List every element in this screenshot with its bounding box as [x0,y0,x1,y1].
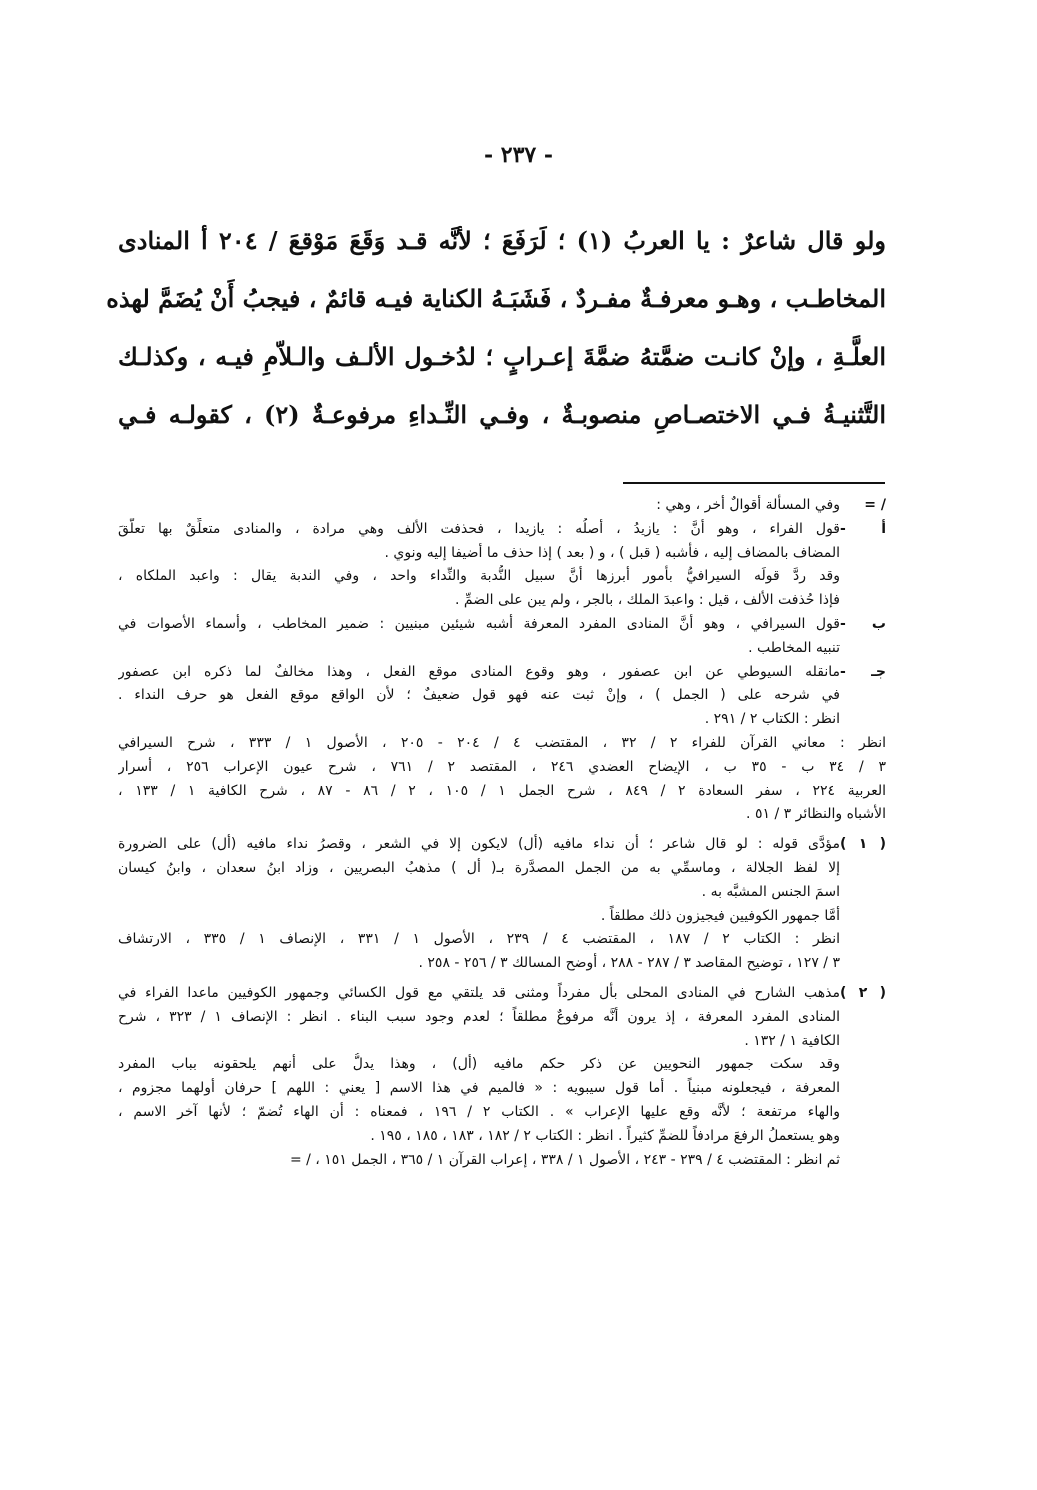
footnote-line: المضاف بالمضاف إليه ، فأشبه ( قبل ) ، و ( بعد ) إذا حذف ما أضيفا إليه ونوي . [384,544,840,561]
footnote-line: انظر : معاني القرآن للفراء ٢ / ٣٢ ، المقتضب ٤ / ٢٠٤ - ٢٠٥ ، الأصول ١ / ٣٣٣ ، شرح السيرافي [118,734,886,751]
footnote-line: ثم انظر : المقتضب ٤ / ٢٣٩ - ٢٤٣ ، الأصول ١ / ٣٣٨ ، إعراب القرآن ١ / ٣٦٥ ، الجمل ١٥١ ، / = [289,1151,840,1168]
footnote-line [118,518,886,542]
footnote-line [118,982,886,1006]
footnote-line: وهو يستعملُ الرفعَ مرادفاً للضمِّ كثيراً . انظر : الكتاب ٢ / ١٨٢ ، ١٨٣ ، ١٨٥ ، ١٩٥ . [370,1127,840,1144]
footnote-continuation-intro [118,494,886,518]
footnote-text: مانقله السيوطي عن ابن عصفور ، وهو وقوع المنادى موقع الفعل ، وهذا مخالفٌ لما ذكره ابن عصفور [118,663,840,680]
footnote-line [118,661,886,685]
footnote-line: الكافية ١ / ١٣٢ . [744,1032,840,1049]
main-line: ولو قال شاعرٌ : يا العربُ (١) ؛ لَرَفَعَ ؛ لأنَّه قـد وَقَعَ مَوْقعَ / ٢٠٤ أ المنادى [118,226,886,255]
footnote-line: ٣ / ١٢٧ ، توضيح المقاصد ٣ / ٢٨٧ - ٢٨٨ ، أوضح المسالك ٣ / ٢٥٦ - ٢٥٨ . [418,955,840,972]
footnote-line: انظر : الكتاب ٢ / ١٨٧ ، المقتضب ٤ / ٢٣٩ ، الأصول ١ / ٣٣١ ، الإنصاف ١ / ٣٣٥ ، الارتشاف [118,931,840,948]
footnote-marker: ب - [840,615,886,632]
footnote-line [118,613,886,637]
footnote-references [118,732,886,827]
footnote-line: فإذا حُذفت الألف ، قيل : واعبدَ الملك ، بالجر ، ولم يبن على الضمِّ . [455,592,840,609]
footnote-line: المنادى المفرد المعرفة ، إذ يرون أنَّه مرفوعٌ مطلقاً ؛ لعدم وجود سبب البناء . انظر : الإنصاف ١ / ٣٢٣ ، شرح [118,1008,840,1025]
footnote-line: وقد سكت جمهور النحويين عن ذكر حكم مافيه (أل) ، وهذا يدلُّ على أنهم يلحقونه بباب المفرد [118,1056,840,1073]
footnote-item-a [118,518,886,613]
footnote-text: قول الفراء ، وهو أنَّ : يازيدُ ، أصلُه : يازيدا ، فحذفت الألف وهي مرادة ، والمنادى متعلِّقٌ بها تعلُّقَ [118,520,840,537]
footnote-marker: أ - [840,520,886,537]
footnote-line: اسمَ الجنس المشبَّه به . [701,883,840,900]
footnote-text: مذهب الشارح في المنادى المحلى بأل مفرداً ومثنى قد يلتقي مع قول الكسائي وجمهور الكوفيين ماعدا الفراء في [118,984,840,1001]
footnote-line: المعرفة ، فيجعلونه مبنياً . أما قول سيبويه : « فالميم في هذا الاسم [ يعني : اللهم ] حرفان أولهما مجزوم ، [118,1080,840,1097]
footnote-marker: ( ٢ ) [840,984,886,1001]
footnote-1 [118,833,886,976]
footnote-text: قول السيرافي ، وهو أنَّ المنادى المفرد المعرفة أشبه شيئين مبنيين : ضمير المخاطب ، وأسماء الأصوات في [118,615,840,632]
footnotes [118,494,886,1172]
footnote-line: وقد ردَّ قولَه السيرافيُّ بأمور أبرزها أنَّ سبيل النُّدبة والنِّداء واحد ، وفي الندبة يقال : واعبد الملكاه ، [118,568,840,585]
footnote-line: في شرحه على ( الجمل ) ، وإنْ ثبت عنه فهو قول ضعيفٌ ؛ لأن الواقع موقع الفعل هو حرف النداء . [118,687,840,704]
main-line: المخاطـب ، وهـو معرفـةٌ مفـردٌ ، فَشَبَـهُ الكناية فيـه قائمٌ ، فيجبُ أَنْ يُضَمَّ لهذه [106,284,886,313]
page-number: - ٢٣٧ - [483,142,554,168]
footnote-item-b [118,613,886,661]
footnote-marker: جـ - [840,663,886,680]
main-text [106,212,886,444]
footnote-2 [118,982,886,1172]
footnote-marker: / = [864,497,886,513]
footnote-line: أمَّا جمهور الكوفيين فيجيزون ذلك مطلقاً . [600,907,840,924]
footnote-line: إلا لفظ الجلالة ، وماسمِّي به من الجمل المصدَّرة بـ( أل ) مذهبُ البصريين ، وزاد ابنُ سعدان ، وابنُ كيسان [118,859,840,876]
footnote-line: ٣ / ٣٤ ب - ٣٥ ب ، الإيضاح العضدي ٢٤٦ ، المقتصد ٢ / ٧٦١ ، شرح عيون الإعراب ٢٥٦ ، أسرار [118,758,886,775]
footnote-line [118,833,886,857]
main-line: التَّثنيـةُ فـي الاختصـاصِ منصوبـةٌ ، وفـي النِّـداءِ مرفوعـةٌ (٢) ، كقولـه فـي [118,400,886,429]
footnote-marker: ( ١ ) [840,836,886,853]
footnote-item-c [118,661,886,732]
footnote-divider [623,482,885,484]
footnote-line: تنبيه المخاطب . [748,639,840,656]
footnote-text: وفي المسألة أقوالٌ أخر ، وهي : [656,497,840,513]
footnote-line: العربية ٢٢٤ ، سفر السعادة ٢ / ٨٤٩ ، شرح الجمل ١ / ١٠٥ ، ٢ / ٨٦ - ٨٧ ، شرح الكافية ١ / ١٣٣ ، [118,782,886,799]
footnote-text: مؤدَّى قوله : لو قال شاعر ؛ أن نداء مافيه (أل) لايكون إلا في الشعر ، وقصرُ نداء مافيه (أل) على الضرورة [118,836,840,853]
footnote-line: الأشباه والنظائر ٣ / ٥١ . [746,806,886,823]
footnote-line: والهاء مرتفعة ؛ لأنَّه وقع عليها الإعراب » . الكتاب ٢ / ١٩٦ ، فمعناه : أن الهاء تُضمّ ؛ لأنها آخر الاسم ، [118,1103,840,1120]
main-line: العلَّـةِ ، وإنْ كانـت ضمَّتهُ ضمَّةَ إعـرابٍ ؛ لدُخـول الألـف والـلاّمِ فيـه ، وكذلـك [118,342,886,371]
footnote-line: انظر : الكتاب ٢ / ٢٩١ . [704,711,840,728]
